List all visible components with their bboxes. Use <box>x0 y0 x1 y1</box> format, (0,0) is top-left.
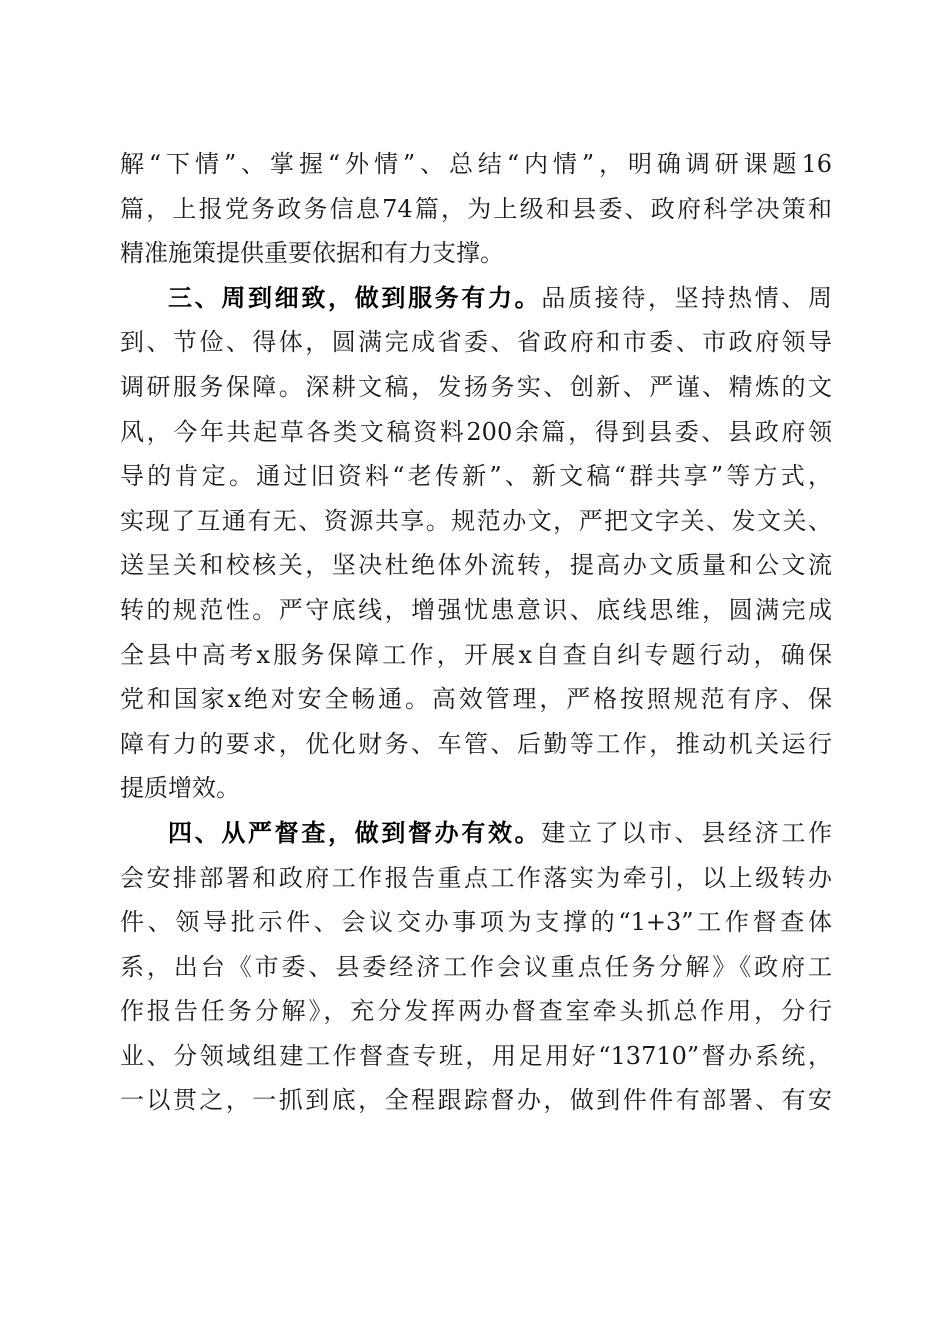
text-line <box>120 276 832 321</box>
section-heading-service: 三、周到细致，做到服务有力。 <box>168 282 542 312</box>
text-line: 作报告任务分解》，充分发挥两办督查室牵头抓总作用，分行 <box>120 997 832 1026</box>
text-line: 系，出台《市委、县委经济工作会议重点任务分解》《政府工 <box>120 952 832 981</box>
paragraph-research <box>120 142 832 276</box>
text-fragment: 建立了以市、县经济工作 <box>541 818 833 847</box>
text-line: 实现了互通有无、资源共享。规范办文，严把文字关、发文关、 <box>120 506 832 535</box>
text-line: 业、分领域组建工作督查专班，用足用好“13710”督办系统， <box>120 1041 832 1070</box>
paragraph-service <box>120 276 832 811</box>
text-line: 提质增效。 <box>120 774 240 803</box>
text-line: 解“下情”、掌握“外情”、总结“内情”，明确调研课题16 <box>120 150 832 178</box>
text-line: 件、领导批示件、会议交办事项为支撑的“1+3”工作督查体 <box>120 908 832 937</box>
section-heading-supervision: 四、从严督查，做到督办有效。 <box>168 817 542 847</box>
text-line: 送呈关和校核关，坚决杜绝体外流转，提高办文质量和公文流 <box>120 551 832 580</box>
document-body <box>120 142 832 1123</box>
text-line: 精准施策提供重要依据和有力支撑。 <box>120 239 504 268</box>
text-line: 全县中高考x服务保障工作，开展x自查自纠专题行动，确保 <box>120 640 832 669</box>
text-line: 篇，上报党务政务信息74篇，为上级和县委、政府科学决策和 <box>120 194 832 223</box>
text-line: 风，今年共起草各类文稿资料200余篇，得到县委、县政府领 <box>120 417 832 446</box>
text-line: 一以贯之，一抓到底，全程跟踪督办，做到件件有部署、有安 <box>120 1086 832 1115</box>
text-fragment: 品质接待，坚持热情、周 <box>541 283 833 312</box>
text-line: 党和国家x绝对安全畅通。高效管理，严格按照规范有序、保 <box>120 685 832 714</box>
text-line: 调研服务保障。深耕文稿，发扬务实、创新、严谨、精炼的文 <box>120 372 832 401</box>
text-line: 导的肯定。通过旧资料“老传新”、新文稿“群共享”等方式， <box>120 462 832 491</box>
text-line: 会安排部署和政府工作报告重点工作落实为牵引，以上级转办 <box>120 863 832 892</box>
text-line: 转的规范性。严守底线，增强忧患意识、底线思维，圆满完成 <box>120 595 832 624</box>
text-line: 到、节俭、得体，圆满完成省委、省政府和市委、市政府领导 <box>120 328 832 357</box>
paragraph-supervision <box>120 811 832 1123</box>
text-line: 障有力的要求，优化财务、车管、后勤等工作，推动机关运行 <box>120 729 832 758</box>
text-line <box>120 811 832 856</box>
